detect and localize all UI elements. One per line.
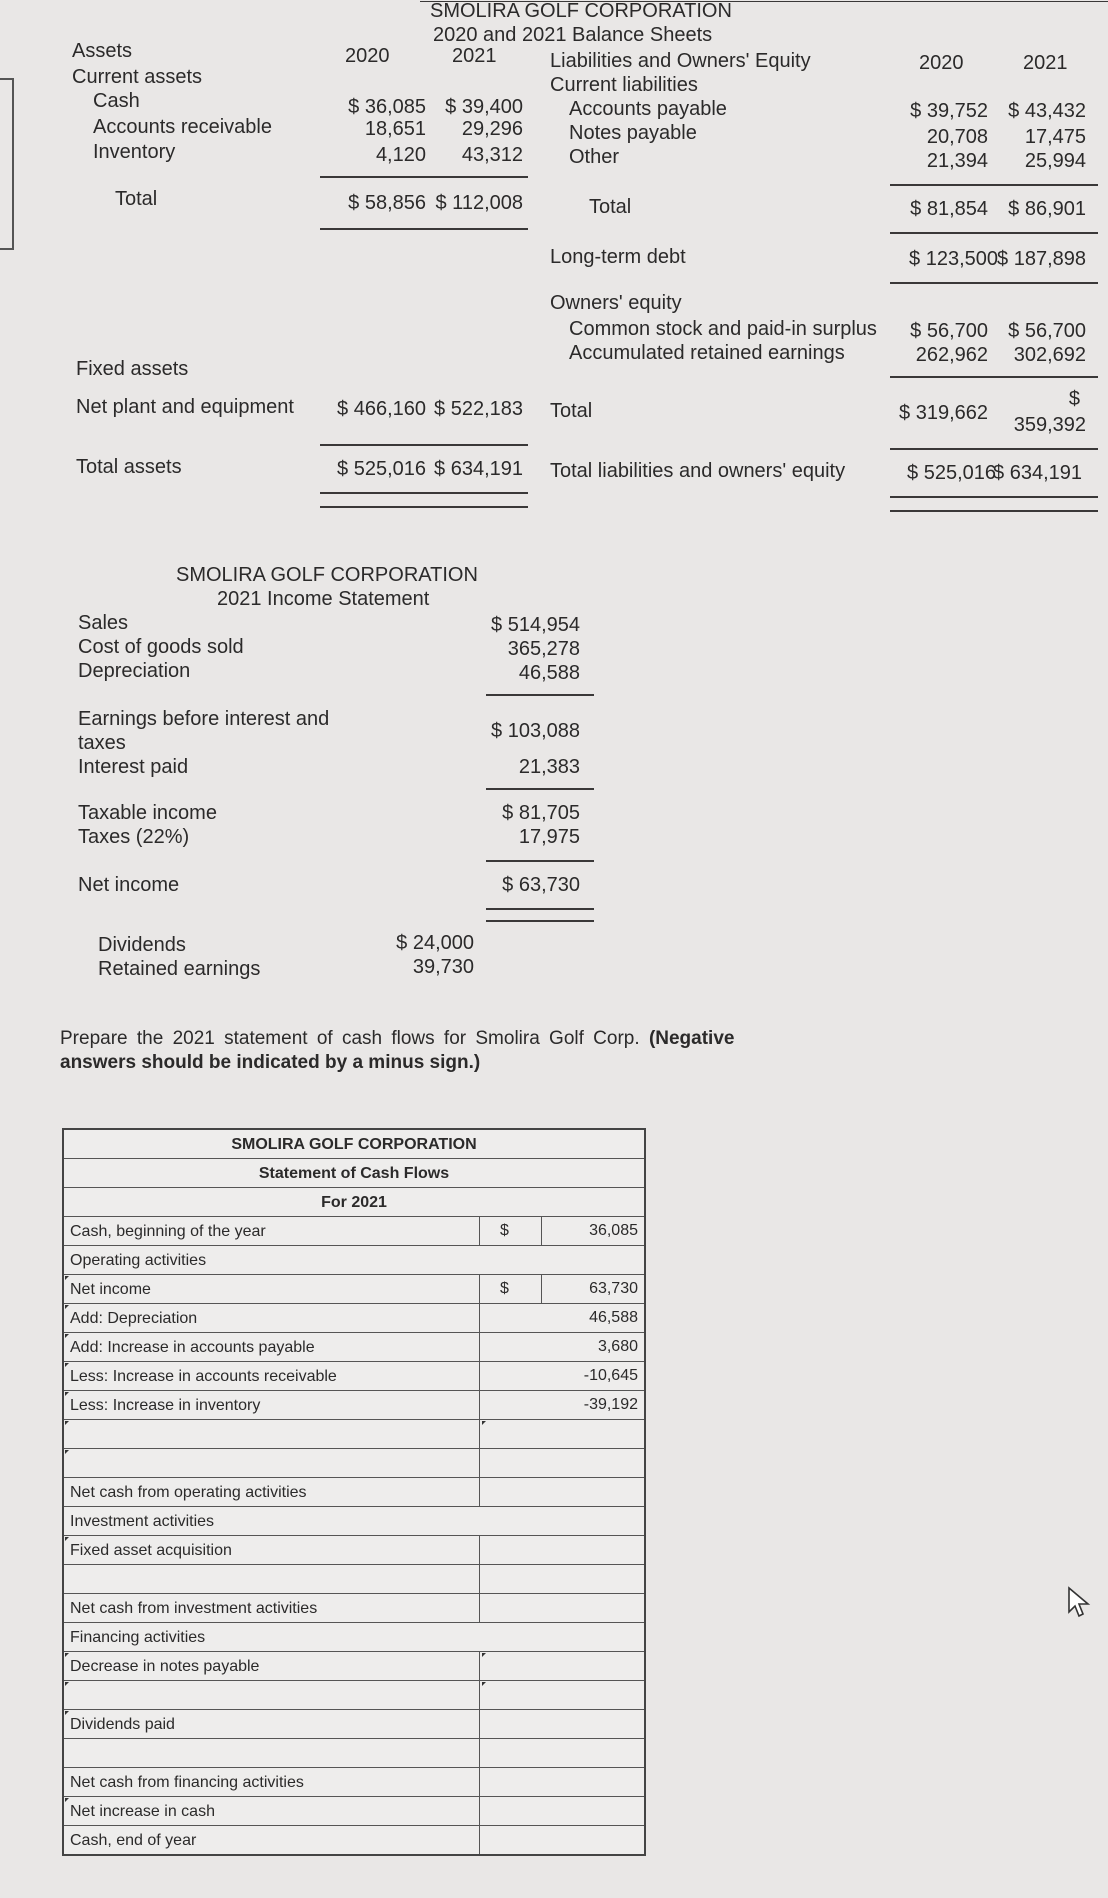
cf-ar-value[interactable]: -10,645 [583,1367,638,1384]
rule-cl [890,184,1098,186]
sales-value: $ 514,954 [491,614,580,636]
rule-ca [320,176,528,178]
np-2021: 17,475 [1024,126,1086,148]
cf-row-dep [64,1304,644,1333]
rule-toe [890,448,1098,450]
question-bold: (Negative [648,1028,735,1049]
cf-dropdown-marker [65,1653,69,1657]
liab-header: Liabilities and Owners' Equity [550,50,811,72]
ltd-2021: $ 187,898 [997,248,1086,270]
cf-ap-label[interactable]: Add: Increase in accounts payable [70,1339,315,1356]
rule-ltd [890,282,1098,284]
cf-dropdown-marker [65,1334,69,1338]
left-edge-bracket [0,78,14,250]
cogs-label: Cost of goods sold [78,636,244,658]
total-assets-2020: $ 525,016 [337,458,426,480]
cash-2021: $ 39,400 [445,96,523,118]
cf-dropdown-marker [65,1537,69,1541]
ni-label: Net income [78,874,180,896]
cf-divider [479,1362,480,1390]
cf-inv-value[interactable]: -39,192 [583,1396,638,1413]
cf-dropdown-marker [65,1363,69,1367]
current-liab-label: Current liabilities [550,74,698,96]
rule-ta-1 [320,492,528,494]
year-2021-assets: 2021 [452,45,497,67]
np-label: Notes payable [569,122,697,144]
re-label: Accumulated retained earnings [569,342,845,364]
cf-row-blank-2[interactable] [64,1449,644,1478]
other-2020: 21,394 [926,150,988,172]
current-assets-label: Current assets [72,66,203,88]
ti-value: $ 81,705 [502,802,580,824]
question-main: Prepare the 2021 statement of cash flows for Smolira Golf Corp. [60,1028,640,1049]
rule-ca-total [320,228,528,230]
cf-row-operating [64,1246,644,1275]
rule-cl-total [890,232,1098,234]
year-2020-assets: 2020 [345,45,390,67]
cf-row-blank-3[interactable] [64,1565,644,1594]
ap-label: Accounts payable [569,98,727,120]
cf-row-end [64,1826,644,1854]
cf-row-blank-5[interactable] [64,1739,644,1768]
total-assets-label: Total assets [76,456,182,478]
total-ca-2020: $ 58,856 [348,192,426,214]
inv-2021: 43,312 [461,144,523,166]
cf-divider [479,1391,480,1419]
div-label: Dividends [98,934,186,956]
cf-divider [479,1797,480,1825]
cf-row-ap [64,1333,644,1362]
cf-row-blank-4[interactable] [64,1681,644,1710]
tloe-label: Total liabilities and owners' equity [550,460,846,482]
cf-dropdown-marker [65,1682,69,1686]
cf-dropdown-marker [482,1682,486,1686]
cf-ni-cur: $ [500,1280,509,1297]
mouse-pointer-icon [1066,1586,1096,1620]
cf-cash-begin-label: Cash, beginning of the year [70,1223,266,1240]
cf-financing-label: Financing activities [70,1629,206,1646]
cf-dropdown-marker [482,1421,486,1425]
year-2020-liab: 2020 [919,52,964,74]
cf-ncfi-label: Net cash from investment activities [70,1600,318,1617]
dep-value: 46,588 [518,662,580,684]
cf-divider [479,1826,480,1854]
ret-label: Retained earnings [98,958,261,980]
total-oe-2020: $ 319,662 [899,402,988,424]
cash-flow-table [62,1128,646,1856]
cf-divider [541,1217,542,1245]
ar-label: Accounts receivable [93,116,272,138]
cs-2021: $ 56,700 [1008,320,1086,342]
total-oe-2021: 359,392 [1013,414,1086,436]
cf-cash-begin-cur: $ [500,1222,509,1239]
rule-is-5 [486,920,594,922]
other-label: Other [569,146,620,168]
rule-ta-2 [320,506,528,508]
balance-title: SMOLIRA GOLF CORPORATION [430,0,732,22]
cs-2020: $ 56,700 [910,320,988,342]
cf-divider [479,1478,480,1506]
total-cl-label: Total [589,196,632,218]
cf-divider [479,1536,480,1564]
other-2021: 25,994 [1024,150,1086,172]
cf-div-label[interactable]: Dividends paid [70,1716,175,1733]
cf-subtitle-row [64,1159,644,1188]
ebit-label-1: Earnings before interest and [78,708,330,730]
cf-dropdown-marker [65,1798,69,1802]
cf-row-ar [64,1362,644,1391]
total-cl-2020: $ 81,854 [910,198,988,220]
question-bold-2: answers should be indicated by a minus sign.) [60,1052,481,1073]
cf-row-ncfo [64,1478,644,1507]
oe-label: Owners' equity [550,292,682,314]
total-ca-2021: $ 112,008 [435,192,523,214]
cf-title: SMOLIRA GOLF CORPORATION [231,1136,477,1153]
cf-row-np [64,1652,644,1681]
cf-ncff-label: Net cash from financing activities [70,1774,304,1791]
cf-divider [479,1652,480,1680]
cf-inv-label[interactable]: Less: Increase in inventory [70,1397,261,1414]
cf-divider [541,1275,542,1303]
cf-divider [479,1710,480,1738]
rule-tloe-1 [890,496,1098,498]
income-subtitle: 2021 Income Statement [217,588,430,610]
total-assets-2021: $ 634,191 [434,458,523,480]
ar-2020: 18,651 [364,118,426,140]
total-cl-2021: $ 86,901 [1008,198,1086,220]
cf-period: For 2021 [321,1194,387,1211]
rule-is-4 [486,908,594,910]
cf-row-ni [64,1275,644,1304]
income-title: SMOLIRA GOLF CORPORATION [176,564,478,586]
cf-divider [479,1768,480,1796]
ret-value: 39,730 [412,956,474,978]
cf-row-inv [64,1391,644,1420]
cf-period-row [64,1188,644,1217]
re-2021: 302,692 [1013,344,1086,366]
dep-label: Depreciation [78,660,191,682]
int-value: 21,383 [518,756,580,778]
cf-ni-label[interactable]: Net income [70,1281,151,1298]
cf-dropdown-marker [65,1450,69,1454]
np-2020: 20,708 [926,126,988,148]
cf-end-label: Cash, end of year [70,1832,197,1849]
rule-tloe-2 [890,510,1098,512]
tax-value: 17,975 [518,826,580,848]
cf-divider [479,1333,480,1361]
cf-dep-label[interactable]: Add: Depreciation [70,1310,198,1327]
total-oe-label: Total [550,400,593,422]
tax-label: Taxes (22%) [78,826,190,848]
cf-ni-value[interactable]: 63,730 [589,1280,638,1297]
cf-divider [479,1304,480,1332]
question-text [60,1028,734,1050]
cogs-value: 365,278 [507,638,580,660]
cf-dropdown-marker [65,1392,69,1396]
cf-divider [479,1594,480,1622]
rule-npe [320,444,528,446]
cf-row-financing [64,1623,644,1652]
int-label: Interest paid [78,756,189,778]
cf-row-ncfi [64,1594,644,1623]
cf-divider [479,1217,480,1245]
cash-2020: $ 36,085 [348,96,426,118]
cf-row-fixed [64,1536,644,1565]
ni-value: $ 63,730 [502,874,580,896]
cf-divider [479,1739,480,1767]
cf-dropdown-marker [65,1305,69,1309]
fixed-assets-label: Fixed assets [76,358,189,380]
ltd-label: Long-term debt [550,246,686,268]
ap-2020: $ 39,752 [910,100,988,122]
cf-dropdown-marker [65,1421,69,1425]
tloe-2020: $ 525,016 [907,462,996,484]
cf-np-label[interactable]: Decrease in notes payable [70,1658,260,1675]
npe-label: Net plant and equipment [76,396,294,418]
cf-divider [479,1420,480,1448]
cf-operating-label: Operating activities [70,1252,207,1269]
cf-ap-value[interactable]: 3,680 [597,1338,638,1355]
ar-2021: 29,296 [461,118,523,140]
ebit-label-2: taxes [78,732,126,754]
re-2020: 262,962 [915,344,988,366]
total-ca-label: Total [115,188,158,210]
ap-2021: $ 43,432 [1008,100,1086,122]
cf-dropdown-marker [65,1711,69,1715]
cf-ar-label[interactable]: Less: Increase in accounts receivable [70,1368,337,1385]
cash-label: Cash [93,90,140,112]
cs-label: Common stock and paid-in surplus [569,318,877,340]
inv-2020: 4,120 [375,144,426,166]
total-oe-2021-cur: $ [1068,388,1080,410]
assets-label: Assets [72,40,133,62]
cf-divider [479,1565,480,1593]
cf-cash-begin-value[interactable]: 36,085 [589,1222,638,1239]
cf-row-blank-1[interactable] [64,1420,644,1449]
npe-2020: $ 466,160 [337,398,426,420]
cf-dropdown-marker [482,1653,486,1657]
cf-nic-label[interactable]: Net increase in cash [70,1803,215,1820]
balance-subtitle: 2020 and 2021 Balance Sheets [433,24,713,46]
cf-dropdown-marker [65,1276,69,1280]
cf-investment-label: Investment activities [70,1513,215,1530]
inv-label: Inventory [93,141,176,163]
cf-dep-value[interactable]: 46,588 [589,1309,638,1326]
cf-row-nic [64,1797,644,1826]
cf-row-div [64,1710,644,1739]
ebit-value: $ 103,088 [491,720,580,742]
rule-is-1 [486,694,594,696]
cf-ncfo-label: Net cash from operating activities [70,1484,307,1501]
cf-subtitle: Statement of Cash Flows [258,1165,450,1182]
npe-2021: $ 522,183 [434,398,523,420]
cf-row-cash-begin [64,1217,644,1246]
cf-divider [479,1275,480,1303]
div-value: $ 24,000 [396,932,474,954]
cf-row-ncff [64,1768,644,1797]
cf-divider [479,1681,480,1709]
rule-is-2 [486,788,594,790]
cf-divider [479,1449,480,1477]
ltd-2020: $ 123,500 [909,248,998,270]
year-2021-liab: 2021 [1023,52,1068,74]
tloe-2021: $ 634,191 [993,462,1082,484]
sales-label: Sales [78,612,129,634]
cf-fixed-label[interactable]: Fixed asset acquisition [70,1542,232,1559]
ti-label: Taxable income [78,802,217,824]
rule-oe [890,376,1098,378]
cf-title-row [64,1130,644,1159]
cf-row-investment [64,1507,644,1536]
rule-is-3 [486,860,594,862]
